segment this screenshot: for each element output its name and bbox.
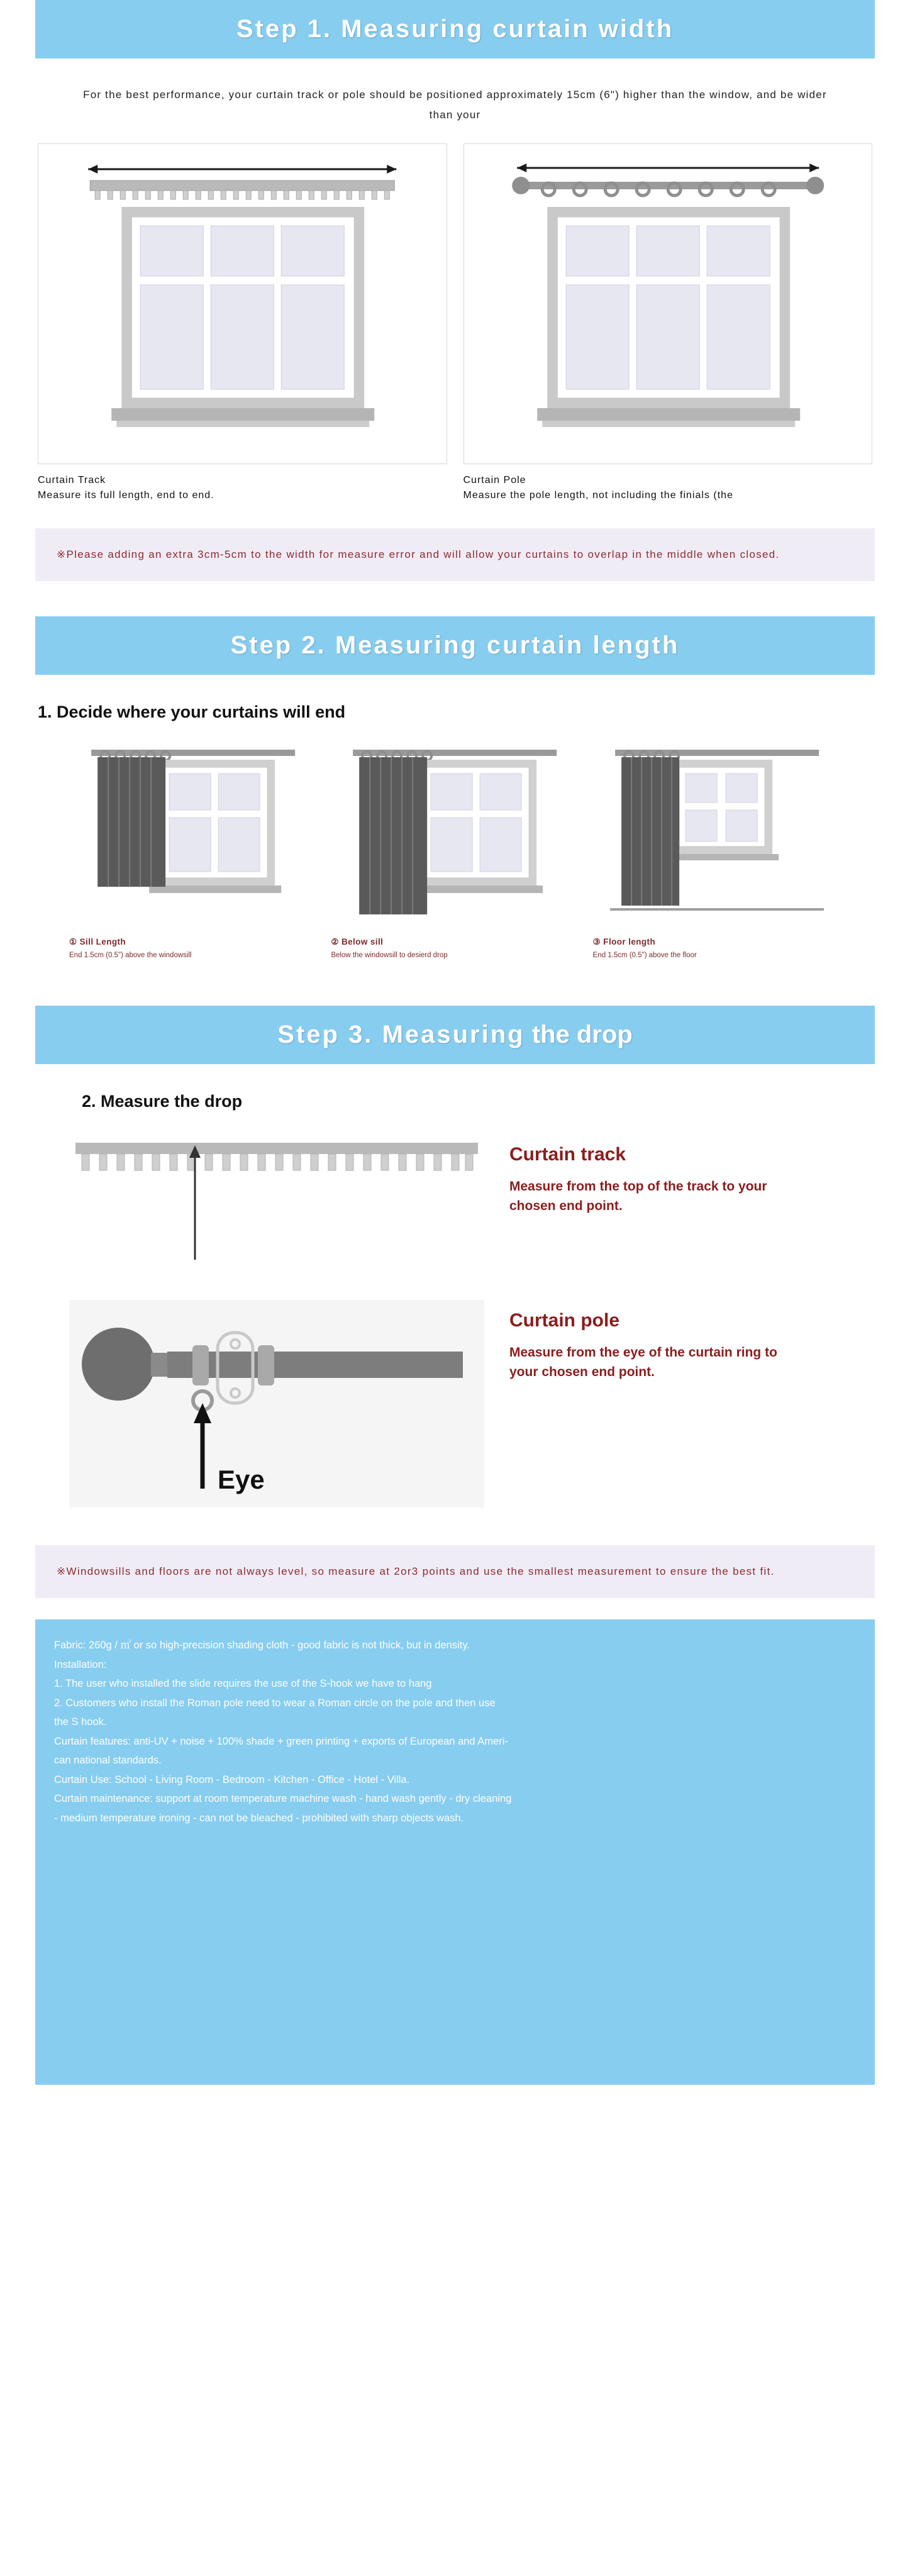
curtain-pole-diagram-icon xyxy=(473,153,863,455)
step3-banner xyxy=(35,1006,875,1064)
option-sill-length xyxy=(69,738,317,960)
sill-length-diagram-icon xyxy=(69,738,317,933)
info-line: the S hook. xyxy=(54,1716,107,1728)
drop-block-pole xyxy=(69,1300,841,1507)
step3-heading: 2. Measure the drop xyxy=(82,1091,243,1111)
track-drop-illustration xyxy=(69,1134,484,1266)
step3-banner-sublabel: the drop xyxy=(524,1020,633,1048)
step1-panels xyxy=(38,143,872,464)
pole-drop-illustration xyxy=(69,1300,484,1507)
step2-options xyxy=(69,738,841,960)
pole-drop-text xyxy=(509,1300,780,1382)
info-line: - medium temperature ironing - can not be bleached - prohibited with sharp objects wash. xyxy=(54,1812,464,1824)
step2-banner-label: Step 2. Measuring curtain length xyxy=(230,631,680,659)
option-below-sill xyxy=(331,738,579,960)
option-sill-desc: End 1.5cm (0.5") above the windowsill xyxy=(69,951,192,959)
info-line: Curtain maintenance: support at room temperature machine wash - hand wash gently - dry cleaning xyxy=(54,1793,512,1805)
caption-pole-title: Curtain Pole xyxy=(463,474,526,486)
track-measure-diagram-icon xyxy=(69,1134,484,1266)
step3-note: ※Windowsills and floors are not always level, so measure at 2or3 points and use the smallest measurement to ensure the best fit. xyxy=(35,1545,875,1598)
below-sill-diagram-icon xyxy=(331,738,579,933)
track-drop-title: Curtain track xyxy=(509,1143,626,1165)
product-info-block xyxy=(35,1619,875,2085)
option-floor-desc: End 1.5cm (0.5") above the floor xyxy=(592,951,697,959)
track-drop-text xyxy=(509,1134,780,1216)
pole-measure-diagram-icon xyxy=(69,1300,484,1507)
info-line: Fabric: 260g / ㎡ or so high-precision shading cloth - good fabric is not thick, but in density. xyxy=(54,1640,470,1652)
floor-length-diagram-icon xyxy=(593,738,841,933)
option-floor-label: ③ Floor length xyxy=(592,936,656,947)
option-sill-label: ① Sill Length xyxy=(69,936,126,947)
step1-captions xyxy=(38,464,872,503)
curtain-track-illustration-panel xyxy=(38,143,447,464)
step1-banner-label: Step 1. Measuring curtain width xyxy=(236,15,674,43)
step2-banner xyxy=(35,616,875,675)
option-below-sill-label: ② Below sill xyxy=(331,936,384,947)
caption-pole-desc: Measure the pole length, not including the finials (the xyxy=(463,489,733,501)
caption-curtain-track xyxy=(38,464,447,503)
info-line: 2. Customers who install the Roman pole need to wear a Roman circle on the pole and then use xyxy=(54,1697,496,1709)
option-floor-length xyxy=(593,738,841,960)
step1-note: ※Please adding an extra 3cm-5cm to the width for measure error and will allow your curtains to overlap in the middle when closed. xyxy=(35,528,875,581)
step2-heading: 1. Decide where your curtains will end xyxy=(38,702,346,721)
curtain-pole-illustration-panel xyxy=(463,143,873,464)
curtain-track-diagram-icon xyxy=(47,153,438,455)
info-line: 1. The user who installed the slide requires the use of the S-hook we have to hang xyxy=(54,1678,432,1690)
pole-drop-title: Curtain pole xyxy=(509,1309,620,1331)
caption-curtain-pole xyxy=(463,464,873,503)
option-below-sill-desc: Below the windowsill to desierd drop xyxy=(331,951,448,959)
step1-banner xyxy=(35,0,875,58)
step3-banner-label: Step 3. Measuring xyxy=(277,1020,525,1048)
info-line: can national standards. xyxy=(54,1755,162,1767)
caption-track-title: Curtain Track xyxy=(38,474,106,486)
track-drop-desc: Measure from the top of the track to your chosen end point. xyxy=(509,1179,767,1214)
eye-label: Eye xyxy=(218,1464,265,1494)
step1-intro: For the best performance, your curtain track or pole should be positioned approximately 15cm (6") higher than the window, and be wider than your xyxy=(83,89,827,121)
pole-drop-desc: Measure from the eye of the curtain ring to your chosen end point. xyxy=(509,1345,777,1380)
info-line: Installation: xyxy=(54,1658,107,1670)
info-line: Curtain Use: School - Living Room - Bedroom - Kitchen - Office - Hotel - Villa. xyxy=(54,1774,410,1785)
drop-block-track xyxy=(69,1134,841,1266)
caption-track-desc: Measure its full length, end to end. xyxy=(38,489,214,501)
info-line: Curtain features: anti-UV + noise + 100% shade + green printing + exports of European and Ameri- xyxy=(54,1735,508,1747)
